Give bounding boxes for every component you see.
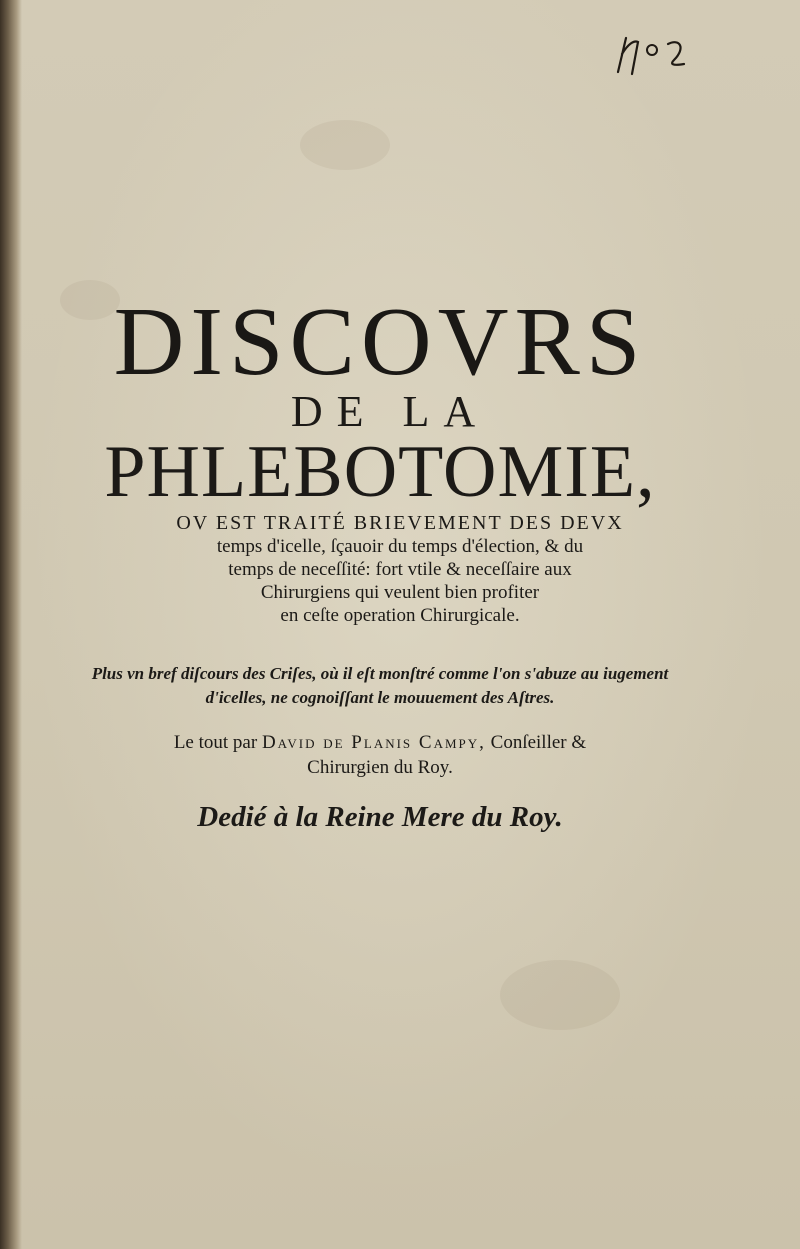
addendum-line: Plus vn bref diſcours des Criſes, où il eſt monſtré comme l'on s'abuze au iugement xyxy=(91,664,669,683)
paper-stain xyxy=(500,960,620,1030)
title-de-la: DE LA xyxy=(290,387,490,436)
handwritten-shelfmark xyxy=(612,30,702,80)
author-name: David de Planis Campy, xyxy=(261,732,486,753)
author-line xyxy=(85,730,675,755)
title-main: DISCOVRS xyxy=(113,288,647,396)
author-block xyxy=(85,730,675,780)
subtitle-block xyxy=(120,512,680,627)
subtitle-line: temps d'icelle, ſçauoir du temps d'élection, & du xyxy=(216,536,584,557)
dedication: Dedié à la Reine Mere du Roy. xyxy=(197,801,563,833)
addendum-line: d'icelles, ne cognoiſſant le mouuement des Aſtres. xyxy=(205,688,555,707)
author-prefix: Le tout par xyxy=(173,732,258,753)
paper-stain xyxy=(300,120,390,170)
subtitle-line: en ceſte operation Chirurgicale. xyxy=(280,605,520,626)
page-binding-edge xyxy=(0,0,22,1249)
subtitle-line: Chirurgiens qui veulent bien profiter xyxy=(260,582,540,603)
title-phlebotomie: PHLEBOTOMIE, xyxy=(104,431,656,513)
subtitle-line: temps de neceſſité: fort vtile & neceſſaire aux xyxy=(228,559,572,580)
author-role-2: Chirurgien du Roy. xyxy=(307,757,453,778)
author-role-1: Conſeiller & xyxy=(490,732,587,753)
addendum-crises xyxy=(70,662,690,710)
subtitle-line: OV EST TRAITÉ BRIEVEMENT DES DEVX xyxy=(176,512,624,534)
